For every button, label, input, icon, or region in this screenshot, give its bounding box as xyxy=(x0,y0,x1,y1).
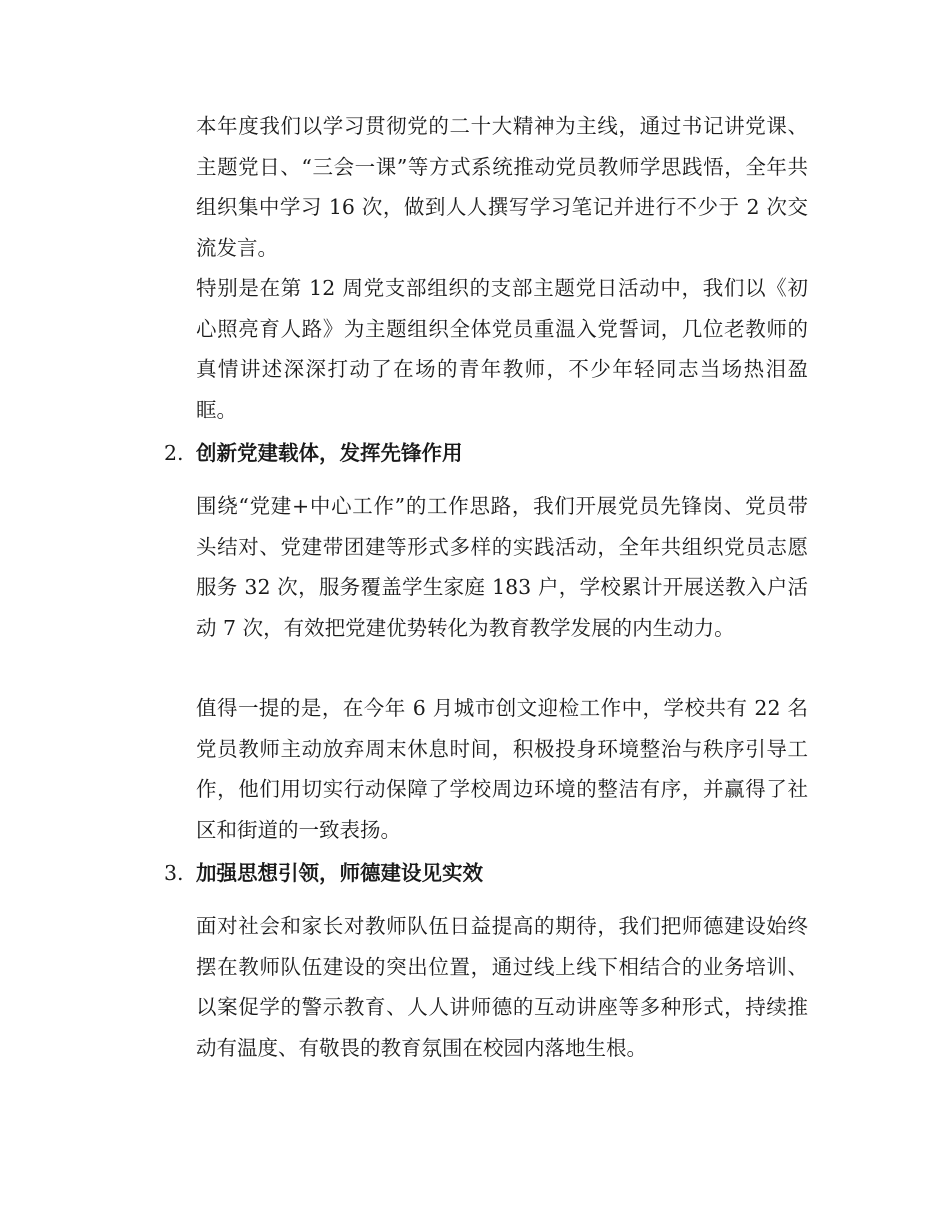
section-number: 2. xyxy=(164,441,184,465)
section-heading-2 xyxy=(164,433,814,473)
paragraph-study: 本年度我们以学习贯彻党的二十大精神为主线，通过书记讲党课、主题党日、“三会一课”等方式系统推动党员教师学思践悟，全年共组织集中学习 16 次，做到人人撰写学习笔记并进行不少于 2 次交流发言。 xyxy=(196,114,808,260)
section-heading-3 xyxy=(164,853,814,893)
section-title: 加强思想引领，师德建设见实效 xyxy=(196,861,483,885)
section-number: 3. xyxy=(164,861,184,885)
paragraph-ethics: 面对社会和家长对教师队伍日益提高的期待，我们把师德建设始终摆在教师队伍建设的突出位置，通过线上线下相结合的业务培训、以案促学的警示教育、人人讲师德的互动讲座等多种形式，持续推动有温度、有敬畏的教育氛围在校园内落地生根。 xyxy=(196,914,808,1060)
section-title: 创新党建载体，发挥先锋作用 xyxy=(196,441,463,465)
paragraph-party-day: 特别是在第 12 周党支部组织的支部主题党日活动中，我们以《初心照亮育人路》为主题组织全体党员重温入党誓词，几位老教师的真情讲述深深打动了在场的青年教师，不少年轻同志当场热泪盈眶。 xyxy=(196,276,808,422)
paragraph-practice: 围绕“党建+中心工作”的工作思路，我们开展党员先锋岗、党员带头结对、党建带团建等形式多样的实践活动，全年共组织党员志愿服务 32 次，服务覆盖学生家庭 183 户，学校累计开展送教入户活动 7 次，有效把党建优势转化为教育教学发展的内生动力。 xyxy=(196,494,808,640)
paragraph-volunteer: 值得一提的是，在今年 6 月城市创文迎检工作中，学校共有 22 名党员教师主动放弃周末休息时间，积极投身环境整治与秩序引导工作，他们用切实行动保障了学校周边环境的整洁有序，并赢得了社区和街道的一致表扬。 xyxy=(196,696,808,842)
